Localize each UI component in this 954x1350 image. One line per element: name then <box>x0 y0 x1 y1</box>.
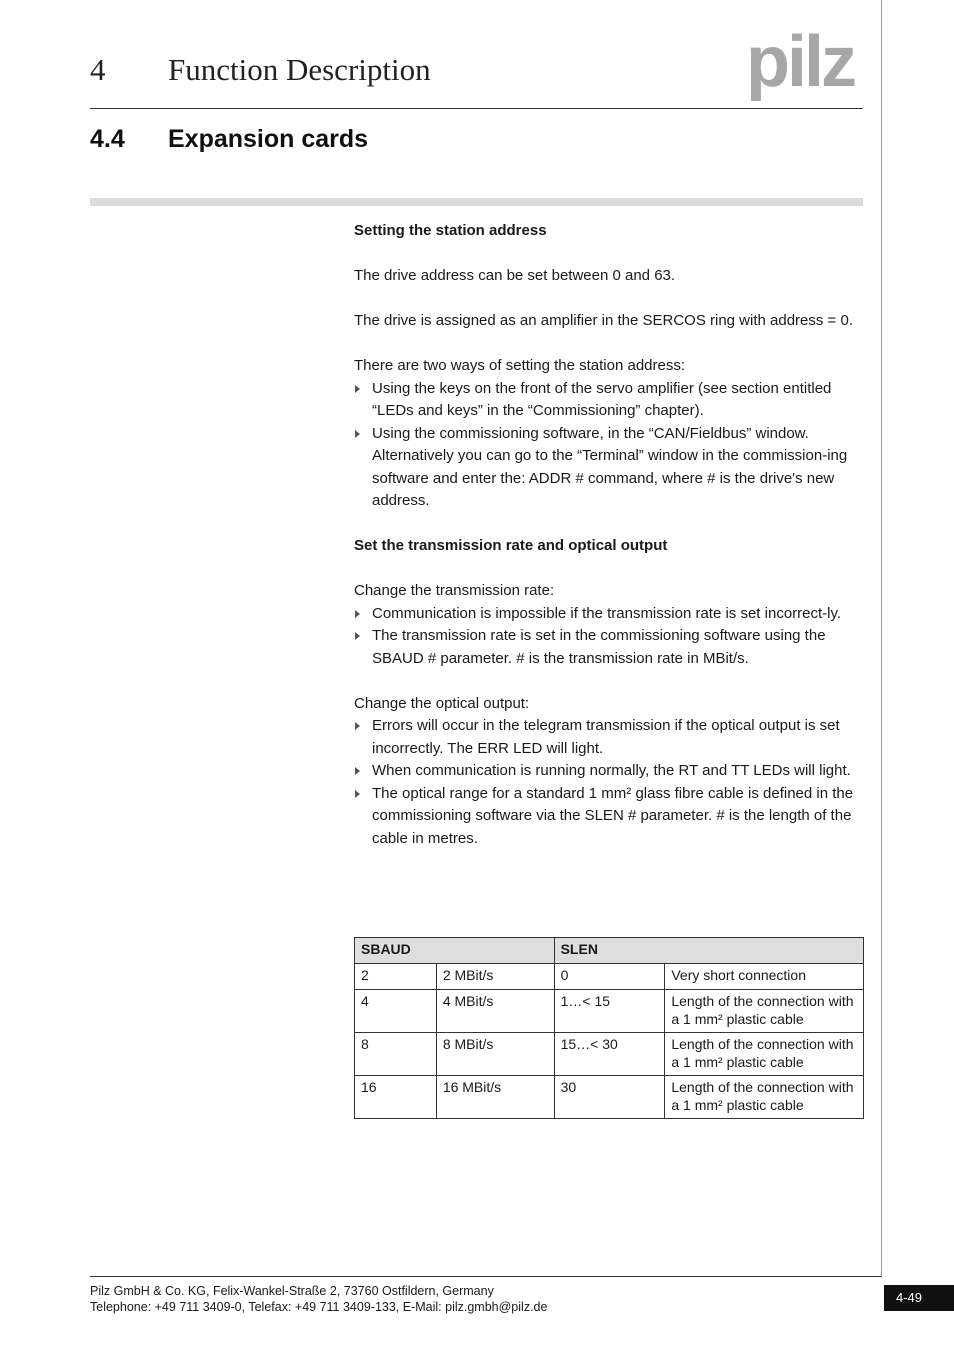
table-header-sbaud: SBAUD <box>355 938 555 964</box>
list-item: Using the commissioning software, in the “CAN/Fieldbus” window. Alternatively you can go to the “Terminal” window in the commission-ing software and enter the: ADDR # command, where # is the drive's new address. <box>354 423 864 513</box>
table-row <box>355 1076 864 1119</box>
table-header-slen: SLEN <box>554 938 863 964</box>
list-item: When communication is running normally, the RT and TT LEDs will light. <box>354 760 864 783</box>
table-row <box>355 990 864 1033</box>
footer-rule <box>90 1276 881 1277</box>
paragraph-two-ways: There are two ways of setting the station address: <box>354 357 686 374</box>
section-title: Expansion cards <box>168 125 369 153</box>
section-number: 4.4 <box>90 125 125 153</box>
table-cell: 8 <box>355 1033 437 1076</box>
margin-rule <box>881 0 882 1278</box>
list-transmission-rate <box>354 603 864 671</box>
bullet-arrow-icon <box>355 632 360 640</box>
table-cell: Length of the connection with a 1 mm² plastic cable <box>665 1076 864 1119</box>
table-cell: 8 MBit/s <box>436 1033 554 1076</box>
list-item: The optical range for a standard 1 mm² glass fibre cable is defined in the commissioning software via the SLEN # parameter. # is the length of the cable in metres. <box>354 783 864 851</box>
paragraph-address-range: The drive address can be set between 0 and 63. <box>354 267 676 284</box>
paragraph-change-optical: Change the optical output: <box>354 694 530 712</box>
table-cell: 1…< 15 <box>554 990 665 1033</box>
list-item: Using the keys on the front of the servo amplifier (see section entitled “LEDs and keys” in the “Commissioning” chapter). <box>354 378 864 423</box>
bullet-arrow-icon <box>355 722 360 730</box>
table-cell: 2 <box>355 964 437 990</box>
main-content <box>354 220 864 850</box>
section-divider-bar <box>90 198 863 206</box>
table-cell: 4 <box>355 990 437 1033</box>
list-item: The transmission rate is set in the commissioning software using the SBAUD # parameter. # is the transmission rate in MBit/s. <box>354 625 864 670</box>
page-number: 4-49 <box>884 1285 954 1311</box>
paragraph-change-rate: Change the transmission rate: <box>354 582 555 599</box>
bullet-arrow-icon <box>355 430 360 438</box>
table-cell: Length of the connection with a 1 mm² plastic cable <box>665 990 864 1033</box>
table-cell: Length of the connection with a 1 mm² plastic cable <box>665 1033 864 1076</box>
list-item: Errors will occur in the telegram transmission if the optical output is set incorrectly. The ERR LED will light. <box>354 715 864 760</box>
footer-address <box>90 1283 547 1315</box>
footer-contact-line: Telephone: +49 711 3409-0, Telefax: +49 711 3409-133, E-Mail: pilz.gmbh@pilz.de <box>90 1300 548 1314</box>
table-cell: 2 MBit/s <box>436 964 554 990</box>
paragraph-sercos-address: The drive is assigned as an amplifier in the SERCOS ring with address = 0. <box>354 312 853 329</box>
table-cell: 0 <box>554 964 665 990</box>
chapter-number: 4 <box>90 52 106 87</box>
table-cell: 16 MBit/s <box>436 1076 554 1119</box>
pilz-logo: pilz <box>746 22 854 102</box>
bullet-arrow-icon <box>355 385 360 393</box>
table-cell: 30 <box>554 1076 665 1119</box>
table-cell: 16 <box>355 1076 437 1119</box>
bullet-arrow-icon <box>355 767 360 775</box>
heading-transmission-rate: Set the transmission rate and optical output <box>354 537 668 554</box>
table-cell: 4 MBit/s <box>436 990 554 1033</box>
table-cell: 15…< 30 <box>554 1033 665 1076</box>
footer-company-line: Pilz GmbH & Co. KG, Felix-Wankel-Straße 2, 73760 Ostfildern, Germany <box>90 1284 494 1298</box>
heading-station-address: Setting the station address <box>354 222 547 239</box>
header-rule <box>90 108 863 109</box>
bullet-arrow-icon <box>355 610 360 618</box>
bullet-arrow-icon <box>355 790 360 798</box>
table-row <box>355 964 864 990</box>
chapter-title: Function Description <box>168 52 431 87</box>
list-address-methods <box>354 378 864 513</box>
table-cell: Very short connection <box>665 964 864 990</box>
sbaud-slen-table <box>354 937 864 1119</box>
list-item: Communication is impossible if the transmission rate is set incorrect-ly. <box>354 603 864 626</box>
list-optical-output <box>354 715 864 850</box>
table-row <box>355 1033 864 1076</box>
